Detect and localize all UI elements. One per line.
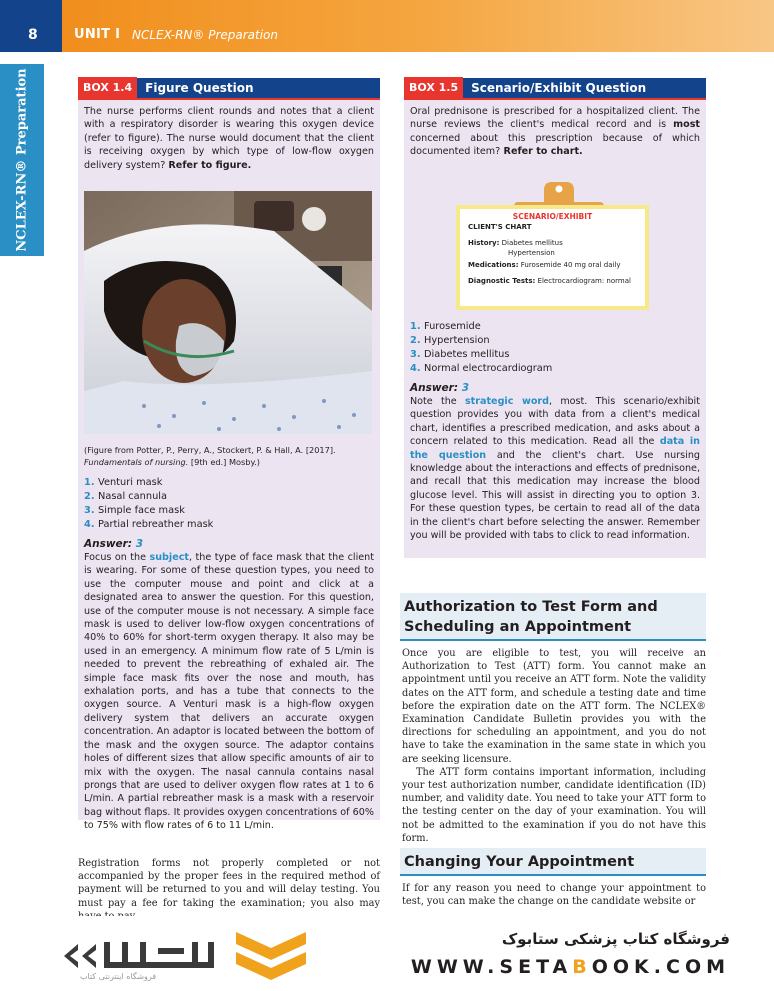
- page-number: 8: [28, 27, 38, 43]
- option-3[interactable]: 3. Diabetes mellitus: [410, 349, 510, 360]
- box-figure-question: [78, 78, 380, 832]
- option-4[interactable]: 4. Normal electrocardiogram: [410, 363, 553, 374]
- unit-label: UNIT I: [74, 27, 121, 42]
- section-heading-changing: Changing Your Appointment: [400, 848, 706, 876]
- answer-rationale: Note the strategic word, most. This scenario/exhibit question provides you with data from a client's medical chart, identifies a prescribed medication, and asks about a concern related to this medication. Read all the data in the question and the client's chart. Use nursing knowledge about the interactions and effects of prednisone, and recall that this medication may increase the blood glucose level. This will assist in directing you to option 3. For these question types, be certain to read all of the data in the client's chart before selecting the answer. Remember you will be provided with tabs to click to read information.: [410, 396, 700, 542]
- logo-subtitle: فروشگاه اینترنتی کتاب: [80, 972, 157, 981]
- answer-options: [410, 320, 700, 376]
- option-4[interactable]: 4. Partial rebreather mask: [84, 519, 214, 530]
- changing-body: [402, 882, 706, 908]
- box-header: [78, 78, 380, 100]
- option-2[interactable]: 2. Nasal cannula: [84, 491, 168, 502]
- option-2[interactable]: 2. Hypertension: [410, 335, 490, 346]
- unit-title: NCLEX-RN® Preparation: [132, 28, 278, 42]
- registration-paragraph: Registration forms not properly completed or not accompanied by the proper fees in the required method of payment will be returned to you and will delay testing. You must pay a fee for taking the examination; you also may: [78, 858, 380, 909]
- box-title: Scenario/Exhibit Question: [471, 81, 647, 95]
- page-header: [0, 0, 774, 52]
- authorization-paragraph-2: The ATT form contains important information, including your test authorization number, candidate identification (ID) number, and validity date. You need to take your ATT form to the testing center on the day of your examination. You will not be admitted to the examination if you do not have this form.: [402, 766, 706, 844]
- box-number: BOX 1.4: [78, 77, 137, 99]
- option-1[interactable]: 1. Furosemide: [410, 321, 481, 332]
- figure-caption: (Figure from Potter, P., Perry, A., Stockert, P. & Hall, A. [2017]. Fundamentals of nursing. [9th ed.] Mosby.): [84, 445, 336, 467]
- question-stem: The nurse performs client rounds and notes that a client with a respiratory disorder is wearing this oxygen device (refer to figure). The nurse would document that the client is receiving oxygen by which type of low-flow oxygen delivery system? Refer to figure.: [84, 106, 374, 171]
- store-name-persian: فروشگاه کتاب پزشکی ستابوک: [501, 930, 730, 948]
- box-title: Figure Question: [145, 81, 254, 95]
- answer-label: Answer: 3: [84, 538, 144, 550]
- box-header: [404, 78, 706, 100]
- changing-paragraph: If for any reason you need to change your appointment to test, you can make the change on the candidate website or: [402, 883, 706, 908]
- section-heading-authorization: Authorization to Test Form and Scheduling an Appointment: [400, 593, 706, 641]
- chart-title: CLIENT'S CHART: [468, 223, 532, 231]
- patient-oxygen-mask-photo: [84, 191, 372, 434]
- answer-options: [84, 476, 374, 532]
- option-3[interactable]: 3. Simple face mask: [84, 505, 185, 516]
- page-corner-shape: [0, 0, 62, 52]
- side-chapter-tab: [0, 64, 44, 256]
- chevron-logo-icon: [236, 930, 306, 982]
- chart-medications: Medications: Furosemide 40 mg oral daily: [468, 261, 621, 269]
- store-url[interactable]: WWW.SETABOOK.COM: [410, 956, 730, 978]
- box-number: BOX 1.5: [404, 77, 463, 99]
- chart-diagnostic-tests: Diagnostic Tests: Electrocardiogram: normal: [468, 277, 631, 285]
- setabook-logo: [62, 934, 222, 974]
- question-stem: Oral prednisone is prescribed for a hospitalized client. The nurse reviews the client's medical record and is most concerned about this prescription because of which documented item? Refer to chart.: [410, 106, 700, 158]
- authorization-paragraph-1: Once you are eligible to test, you will receive an Authorization to Test (ATT) form. You cannot make an appointment until you receive an ATT form. Note the validity dates on the ATT form, and schedule a testing date and time before the expiration date on the ATT form. The NCLEX® Examination Candidate Bulletin provides you with the directions for scheduling an appointment, and you do not have to take the examination in the same state in which you are seeking licensure.: [402, 648, 706, 765]
- answer-label: Answer: 3: [410, 382, 470, 394]
- registration-body: [78, 857, 380, 923]
- authorization-body: [402, 647, 706, 845]
- exhibit-header: SCENARIO/EXHIBIT: [512, 212, 593, 221]
- client-chart-exhibit: [456, 205, 649, 310]
- chart-history: History: Diabetes mellitus Hypertension: [468, 239, 563, 257]
- box-scenario-question: [404, 78, 706, 558]
- option-1[interactable]: 1. Venturi mask: [84, 477, 163, 488]
- page-number-badge: [0, 0, 62, 52]
- answer-rationale: Focus on the subject, the type of face mask that the client is wearing. For some of these question types, you need to use the computer mouse and point and click at a designated area to answer the question. For this question, use of the computer mouse is not necessary. A simple face mask is used to deliver low-flow oxygen concentrations of 40% to 60% for short-term oxygen therapy. It also may be used in an emergency. A minimum flow rate of 5 L/min is needed to prevent the rebreathing of exhaled air. The simple face mask fits over the nose and mouth, has exhalation ports, and has a tube that connects to the oxygen source. A Venturi mask is a high-flow oxygen delivery system that delivers an accurate oxygen concentration. An adaptor is located between the bottom of the mask and the oxygen source. The adaptor contains holes of different sizes that allow specific amounts of air to mix with the oxygen. The nasal cannula contains nasal prongs that are used to deliver oxygen flow rates at 1 to 6 L/min. A partial rebreather mask is a mask with a reservoir bag without flaps. It provides oxygen concentrations of 60% to 75% with flow rates of 6 to 11 L/min.: [84, 552, 374, 832]
- side-tab-label: NCLEX-RN® Preparation: [14, 68, 30, 252]
